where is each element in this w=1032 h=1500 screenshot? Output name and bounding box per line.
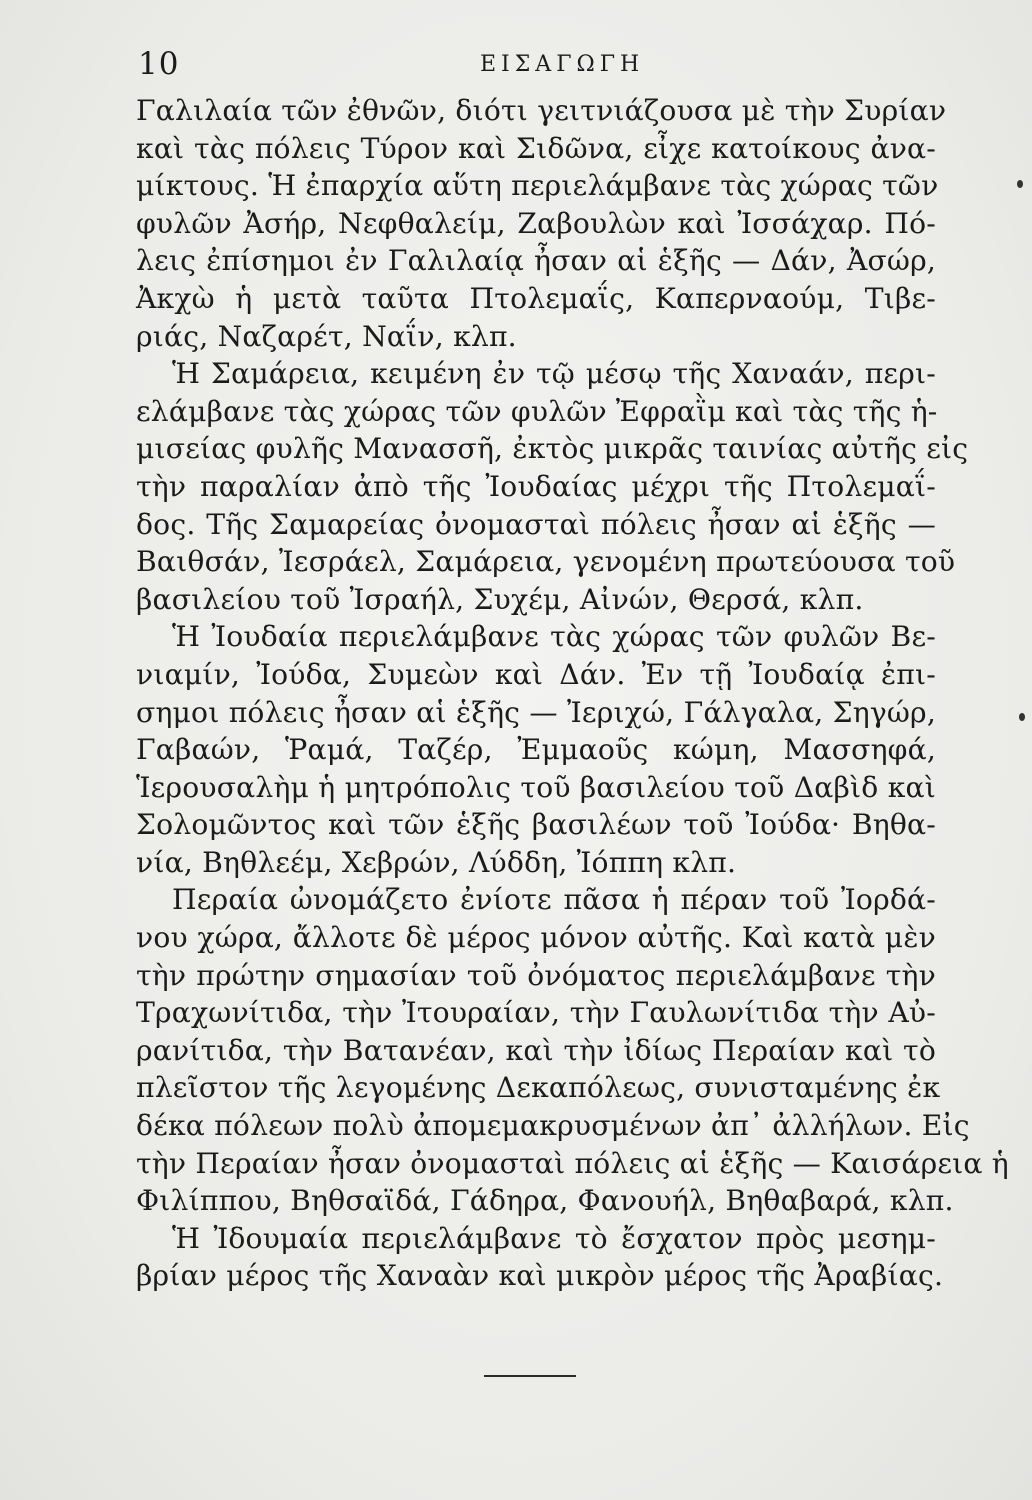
text-line: νου χώρα, ἄλλοτε δὲ μέρος μόνον αὐτῆς. Καὶ κατὰ μὲν [136,921,936,955]
paragraph-first-line: Ἡ Ἰουδαία περιελάμβανε τὰς χώρας τῶν φυλῶν Βε- [172,620,936,654]
print-speck [1019,713,1025,721]
text-line: καὶ τὰς πόλεις Τύρον καὶ Σιδῶνα, εἶχε κατοίκους ἀνα- [136,131,936,165]
paragraph-first-line: Περαία ὠνομάζετο ἐνίοτε πᾶσα ἡ πέραν τοῦ Ἰορδά- [172,883,936,917]
text-line: τὴν πρώτην σημασίαν τοῦ ὀνόματος περιελάμβανε τὴν [136,958,936,992]
text-line: δος. Τῆς Σαμαρείας ὀνομασταὶ πόλεις ἦσαν αἱ ἑξῆς — [136,507,936,541]
body-text [136,92,1009,1295]
text-line: Τραχωνίτιδα, τὴν Ἰτουραίαν, τὴν Γαυλωνίτιδα τὴν Αὐ- [136,996,936,1030]
text-line: Ἱερουσαλὴμ ἡ μητρόπολις τοῦ βασιλείου τοῦ Δαβὶδ καὶ [136,770,936,804]
text-line: μισείας φυλῆς Μανασσῆ, ἐκτὸς μικρᾶς ταινίας αὐτῆς εἰς [136,432,969,466]
text-line: βρίαν μέρος τῆς Χαναὰν καὶ μικρὸν μέρος τῆς Ἀραβίας. [136,1259,944,1293]
text-line: νία, Βηθλεέμ, Χεβρών, Λύδδη, Ἰόππη κλπ. [136,845,737,879]
text-line: Ἀκχὼ ἡ μετὰ ταῦτα Πτολεμαΐς, Καπερναούμ, Τιβε- [136,281,936,315]
text-line: φυλῶν Ἀσήρ, Νεφθαλείμ, Ζαβουλὼν καὶ Ἰσσάχαρ. Πό- [136,206,936,240]
text-line: νιαμίν, Ἰούδα, Συμεὼν καὶ Δάν. Ἐν τῇ Ἰουδαίᾳ ἐπι- [136,657,936,691]
paragraph-first-line: Ἡ Σαμάρεια, κειμένη ἐν τῷ μέσῳ τῆς Χαναάν, περι- [172,357,936,391]
text-line: ελάμβανε τὰς χώρας τῶν φυλῶν Ἐφραῒμ καὶ τὰς τῆς ἡ- [136,394,938,428]
text-line: δέκα πόλεων πολὺ ἀπομεμακρυσμένων ἀπ᾽ ἀλλήλων. Εἰς [136,1109,970,1143]
text-line: Σολομῶντος καὶ τῶν ἑξῆς βασιλέων τοῦ Ἰούδα· Βηθα- [136,808,936,842]
print-speck [1017,180,1023,188]
text-line: Γαβαών, Ῥαμά, Ταζέρ, Ἐμμαοῦς κώμη, Μασσηφά, [136,733,936,767]
text-line: Φιλίππου, Βηθσαϊδά, Γάδηρα, Φανουήλ, Βηθαβαρά, κλπ. [136,1184,954,1218]
text-line: λεις ἐπίσημοι ἐν Γαλιλαίᾳ ἦσαν αἱ ἑξῆς — Δάν, Ἀσώρ, [136,244,936,278]
page-header [138,46,938,86]
section-divider-rule [484,1375,576,1377]
text-line: βασιλείου τοῦ Ἰσραήλ, Συχέμ, Αἰνών, Θερσά, κλπ. [136,582,864,616]
running-title: ΕΙΣΑΓΩΓΗ [480,52,645,77]
text-line: μίκτους. Ἡ ἐπαρχία αὕτη περιελάμβανε τὰς χώρας τῶν [136,169,939,203]
text-line: Γαλιλαία τῶν ἐθνῶν, διότι γειτνιάζουσα μὲ τὴν Συρίαν [136,94,947,127]
text-line: τὴν παραλίαν ἀπὸ τῆς Ἰουδαίας μέχρι τῆς Πτολεμαΐ- [136,469,936,503]
paragraph-first-line: Ἡ Ἰδουμαία περιελάμβανε τὸ ἔσχατον πρὸς μεσημ- [172,1221,936,1255]
text-line: ριάς, Ναζαρέτ, Ναΐν, κλπ. [136,319,517,353]
text-line: τὴν Περαίαν ἦσαν ὀνομασταὶ πόλεις αἱ ἑξῆς — Καισάρεια ἡ [136,1146,1009,1180]
text-line: ρανίτιδα, τὴν Βατανέαν, καὶ τὴν ἰδίως Περαίαν καὶ τὸ [136,1033,936,1067]
text-line: πλεῖστον τῆς λεγομένης Δεκαπόλεως, συνισταμένης ἐκ [136,1071,941,1105]
page-number: 10 [138,46,180,82]
text-line: Βαιθσάν, Ἰεσράελ, Σαμάρεια, γενομένη πρωτεύουσα τοῦ [136,545,956,579]
text-line: σημοι πόλεις ἦσαν αἱ ἑξῆς — Ἰεριχώ, Γάλγαλα, Σηγώρ, [136,695,936,729]
